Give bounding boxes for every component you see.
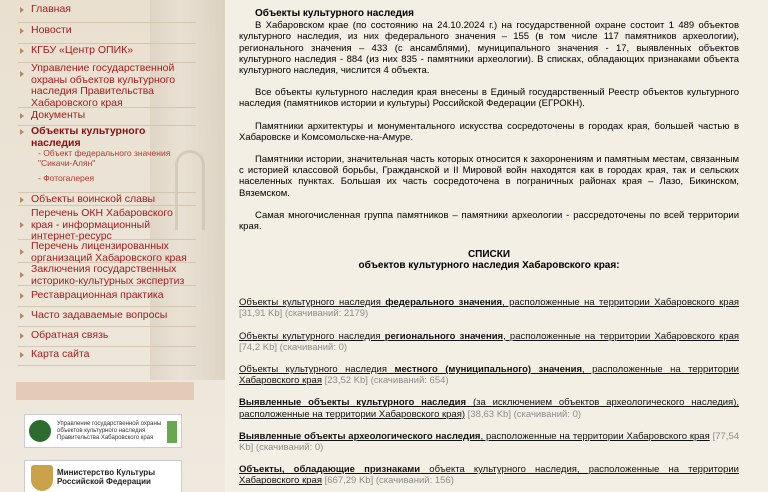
sidebar-item-restoration[interactable]: [18, 290, 196, 307]
file-size: [38,63 Kb]: [467, 408, 511, 420]
paragraph: Памятники архитектуры и монументального искусства сосредоточены в городах края, большей частью в Хабаровске и Комсомольске-на-Амуре.: [239, 120, 739, 143]
banner-accent: [167, 421, 177, 443]
emblem-icon: [29, 420, 51, 442]
sidebar-item-expertise[interactable]: [18, 264, 196, 286]
bullet-icon: [20, 222, 24, 228]
bullet-icon: [20, 352, 24, 358]
sidebar-item-label: Главная: [31, 3, 71, 15]
download-count: (скачиваний: 0): [513, 408, 582, 420]
paragraph: В Хабаровском крае (по состоянию на 24.10.2024 г.) на государственной охране состоит 1 489 объектов культурного наследия, из них федерального значения – 155 (в том числе 117 памятников археологии), регионального значения – 433 (с ансамблями), муниципального значения - 17, выявленных объектов культурного наследия - 884 (из них 835 - памятники археологии). В списках, обладающих признаками объекта культурного наследия, числится 4 объекта.: [239, 20, 739, 77]
link-text-bold: Объекты, обладающие признаками: [239, 464, 421, 476]
file-size: [74,2 Kb]: [239, 341, 278, 353]
ministry-banner-link[interactable]: [24, 460, 182, 492]
download-count: (скачиваний: 0): [255, 442, 324, 454]
sidebar-item-label: Перечень ОКН Хабаровского края - информационный интернет-ресурс: [31, 207, 173, 242]
submenu-photogallery[interactable]: [38, 173, 198, 183]
sidebar-item-label: Управление государственной охраны объектов культурного наследия Правительства Хабаровского края: [31, 62, 176, 109]
sidebar-item-documents[interactable]: [18, 110, 196, 126]
paragraph: Все объекты культурного наследия края внесены в Единый государственный Реестр объектов культурного наследия (памятников истории и культуры) Российской Федерации (ЕГРОКН).: [239, 87, 739, 110]
link-text-bold: Выявленные объекты археологического наследия: [239, 430, 481, 442]
paragraph: Памятники истории, значительная часть которых относится к захоронениям и памятным местам, связанным с историей классовой борьбы, Гражданской и II Мировой войн находятся как в городах края, так и сельских населенных пунктах. Большая их часть сосредоточена в пограничных районах края – Лазо, Бикинском, Вяземском.: [239, 154, 739, 199]
link-text: Объекты культурного наследия: [239, 297, 386, 309]
sidebar-item-heritage-objects[interactable]: [18, 126, 196, 148]
submenu-federal-object[interactable]: [38, 148, 198, 168]
link-text: , расположенные на территории Хабаровского края: [503, 330, 740, 342]
banner-strip: [16, 382, 194, 400]
document-link-item: [239, 397, 739, 419]
sidebar-item-licensed-orgs[interactable]: [18, 241, 196, 263]
sidebar-item-label: Объекты культурного наследия: [31, 125, 146, 149]
download-count: (скачиваний: 654): [370, 375, 449, 387]
sidebar-item-military-glory[interactable]: [18, 192, 196, 206]
bullet-icon: [20, 129, 24, 135]
paragraph: Самая многочисленная группа памятников – памятники археологии - рассредоточены по всей территории края.: [239, 209, 739, 233]
link-text: Объекты культурного наследия: [239, 364, 395, 376]
sidebar-item-label: Новости: [31, 24, 72, 36]
link-text: , расположенные на территории Хабаровского края: [239, 364, 739, 387]
document-link-item: [239, 331, 739, 353]
sidebar-item-label: КГБУ «Центр ОПИК»: [31, 44, 134, 56]
sidebar-item-feedback[interactable]: [18, 330, 196, 347]
banner-text: Министерство Культуры Российской Федерации: [57, 468, 156, 486]
sidebar-item-label: Объекты воинской славы: [31, 193, 156, 205]
management-banner-link[interactable]: [24, 414, 182, 448]
main-content: [225, 0, 768, 492]
bullet-icon: [20, 293, 24, 299]
link-text: объекта культурного наследия, расположенные на территории Хабаровского края: [239, 464, 739, 487]
document-link-item: [239, 297, 739, 319]
banner-text: Управление государственной охраны объектов культурного наследия Правительства Хабаровского края: [57, 421, 162, 441]
file-size: [667,29 Kb]: [324, 475, 374, 487]
sidebar-item-label: Обратная связь: [31, 329, 109, 341]
bullet-icon: [20, 249, 24, 255]
bullet-icon: [20, 113, 24, 119]
document-link[interactable]: [239, 331, 739, 342]
sidebar: [0, 0, 225, 492]
sidebar-item-management[interactable]: [18, 63, 196, 108]
link-text-bold: Выявленные объекты культурного наследия: [239, 397, 467, 409]
bullet-icon: [20, 197, 24, 203]
sidebar-item-label: Часто задаваемые вопросы: [31, 309, 168, 321]
document-link-item: [239, 364, 739, 386]
document-link-item: [239, 431, 739, 453]
lists-heading-line1: СПИСКИ: [467, 249, 511, 261]
link-text: , расположенные на территории Хабаровского края: [502, 297, 740, 309]
link-text-bold: местного (муниципального) значения: [394, 364, 582, 376]
sidebar-item-label: Перечень лицензированных организаций Хабаровского края: [31, 240, 187, 264]
sidebar-item-sitemap[interactable]: [18, 349, 196, 366]
bullet-icon: [20, 28, 24, 34]
bullet-icon: [20, 48, 24, 54]
file-size: [77,54 Kb]: [239, 430, 740, 454]
download-count: (скачиваний: 156): [375, 475, 454, 487]
file-size: [31,91 Kb]: [239, 308, 283, 320]
link-text: (за исключением объектов археологического наследия), расположенные на территории Хабаровского края): [239, 397, 739, 420]
bullet-icon: [20, 7, 24, 13]
download-count: (скачиваний: 0): [279, 341, 348, 353]
bullet-icon: [20, 71, 24, 77]
page-title: Объекты культурного наследия: [255, 8, 414, 19]
lists-heading-line2: объектов культурного наследия Хабаровского края:: [358, 260, 620, 272]
sidebar-item-label: Документы: [31, 109, 86, 121]
sidebar-item-home[interactable]: [18, 4, 196, 23]
submenu-item-label: - Объект федерального значения "Сикачи-Алян": [38, 148, 171, 168]
sidebar-item-center-opik[interactable]: [18, 45, 196, 63]
link-text-bold: регионального значения: [384, 330, 504, 342]
bullet-icon: [20, 313, 24, 319]
document-link[interactable]: [239, 297, 739, 308]
sidebar-item-news[interactable]: [18, 25, 196, 44]
link-text: , расположенные на территории Хабаровского края: [480, 430, 710, 442]
sidebar-item-okn-list[interactable]: [18, 208, 196, 240]
document-link[interactable]: [239, 464, 739, 486]
file-size: [23,52 Kb]: [324, 375, 368, 387]
document-link[interactable]: [239, 431, 710, 442]
sidebar-item-label: Карта сайта: [31, 348, 90, 360]
link-text-bold: федерального значения: [385, 297, 503, 309]
sidebar-item-faq[interactable]: [18, 310, 196, 327]
article: [239, 8, 739, 492]
bullet-icon: [20, 333, 24, 339]
link-text: Объекты культурного наследия: [239, 330, 385, 342]
sidebar-item-label: Реставрационная практика: [31, 289, 164, 301]
coat-of-arms-icon: [31, 465, 53, 491]
sidebar-item-label: Заключения государственных историко-культурных экспертиз: [31, 263, 185, 287]
download-count: (скачиваний: 2179): [284, 308, 369, 320]
submenu-item-label: - Фотогалерея: [38, 173, 95, 183]
bullet-icon: [20, 272, 24, 278]
document-link[interactable]: [239, 364, 739, 386]
document-link-item: [239, 464, 739, 486]
lists-heading: [239, 249, 739, 271]
